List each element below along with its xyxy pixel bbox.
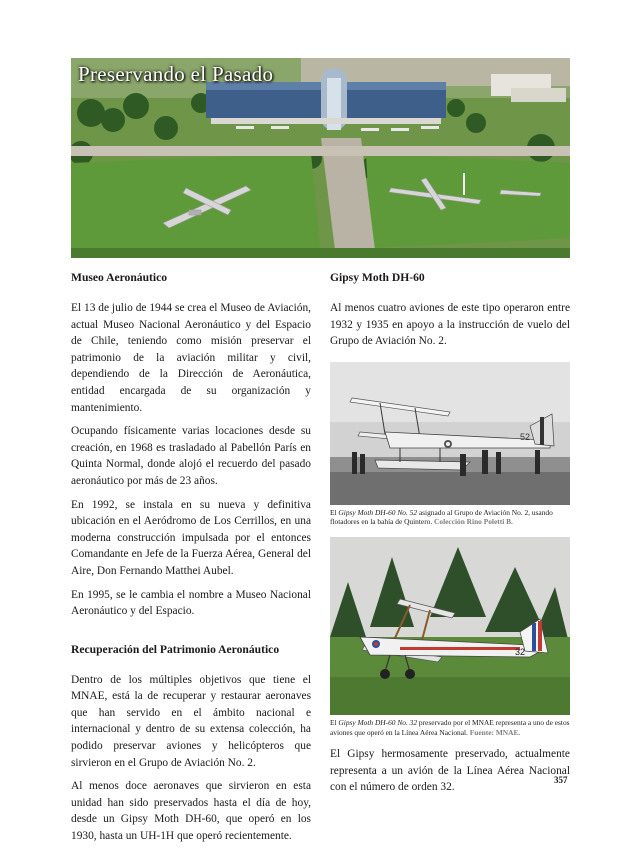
photo-caption-1: El Gipsy Moth DH-60 No. 52 asignado al Grupo de Aviación No. 2, usando flotadores en la bahía de Quintero. Colección Rino Poletti B.: [330, 507, 553, 527]
paragraph: El Gipsy hermosamente preservado, actualmente representa a un avión de la Línea Aérea Nacional con el número de orden 32.: [330, 748, 570, 794]
paragraph: En 1992, se instala en su nueva y definitiva ubicación en el Aeródromo de Los Cerrillos, en una moderna construcción impulsada por el entonces Comandante en Jefe de la Fuerza Aérea, General del Aire, Don Fernando Matthei Aubel.: [71, 498, 311, 577]
museum-aerial-illustration: [71, 58, 570, 258]
seaplane-photo-illustration: [330, 362, 570, 505]
paragraph: El 13 de julio de 1944 se crea el Museo de Aviación, actual Museo Nacional Aeronáutico y del Espacio de Chile, teniendo como misión preservar el patrimonio de la aviación militar y civil, dependiendo de la Dirección de Aeronáutica, entidad encargada de su organización y mantenimiento.: [71, 302, 311, 414]
left-column: [71, 270, 311, 852]
right-column: [330, 270, 570, 803]
photo-gipsy-seaplane: [330, 362, 570, 505]
section-heading-museo: Museo Aeronáutico: [71, 271, 168, 284]
section-heading-recuperacion: Recuperación del Patrimonio Aeronáutico: [71, 642, 280, 656]
photo-caption-2: El Gipsy Moth DH-60 No. 32 preservado por el MNAE representa a uno de estos aviones que operó en la Línea Aérea Nacional. Fuente: MNAE.: [330, 717, 570, 737]
page-number: 357: [554, 775, 568, 785]
paragraph: Ocupando físicamente varias locaciones desde su creación, en 1968 es trasladado al Pabellón París en Quinta Normal, donde alojó el recuerdo del pasado aeronáutico por más de 23 años.: [71, 425, 311, 487]
fuselage-number: 32: [515, 646, 526, 657]
paragraph: Dentro de los múltiples objetivos que tiene el MNAE, está la de recuperar y restaurar aeronaves que han servido en el ámbito nacional e internacional y dentro de su extensa colección, ha podido preservar aviones y helicópteros que sirvieron en el Grupo de Aviación No. 2.: [71, 673, 311, 769]
preserved-biplane-illustration: [330, 537, 570, 715]
paragraph: En 1995, se le cambia el nombre a Museo Nacional Aeronáutico y del Espacio.: [71, 588, 311, 618]
hero-photo: [71, 58, 570, 258]
fuselage-number: 52: [520, 431, 531, 442]
paragraph: Al menos cuatro aviones de este tipo operaron entre 1932 y 1935 en apoyo a la instrucción de vuelo del Grupo de Aviación No. 2.: [330, 302, 570, 348]
hero-title: Preservando el Pasado: [78, 62, 274, 86]
paragraph: Al menos doce aeronaves que sirvieron en esta unidad han sido preservados hasta el día de hoy, desde un Gipsy Moth DH-60, que operó en los 1930, hasta un UH-1H que operó recientemente.: [71, 780, 311, 843]
section-heading-gipsy: Gipsy Moth DH-60: [330, 271, 425, 284]
photo-gipsy-preserved: [330, 537, 570, 715]
